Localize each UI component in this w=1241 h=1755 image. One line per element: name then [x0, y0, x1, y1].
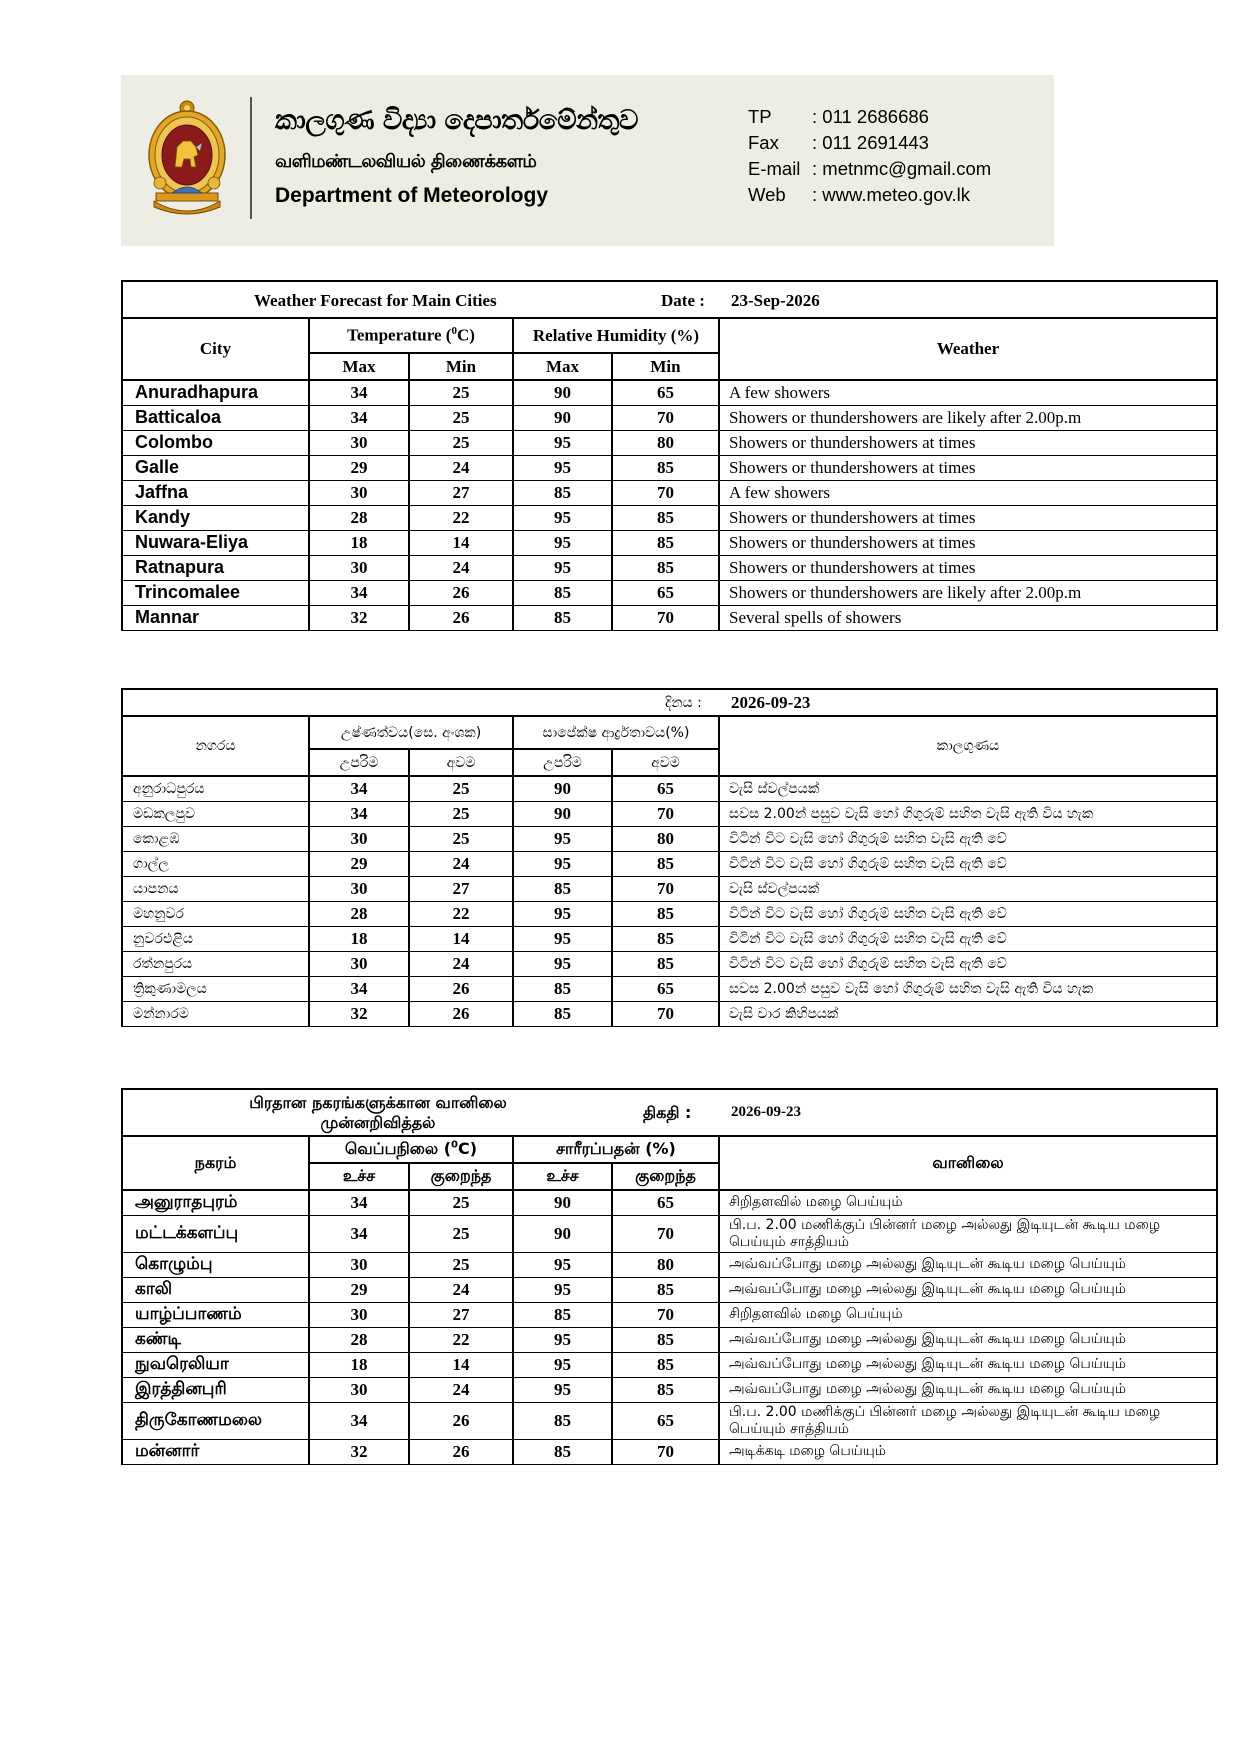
contact-label: TP: [748, 106, 772, 127]
weather-cell: විටින් විට වැසි හෝ ගිගුරුම් සහිත වැසි ඇති වේ: [719, 951, 1217, 976]
tamil-title-line-2: முன்னறிவித்தல்: [320, 1113, 436, 1132]
table-row: [122, 1402, 1217, 1439]
temp-min-cell: 27: [409, 1302, 513, 1327]
table-row: [122, 580, 1217, 605]
temp-min-cell: 24: [409, 851, 513, 876]
humidity-max-cell: 95: [513, 555, 612, 580]
temp-min-cell: 24: [409, 951, 513, 976]
city-cell: மன்னார்: [122, 1439, 309, 1464]
city-cell: Trincomalee: [122, 580, 309, 605]
weather-cell: A few showers: [719, 380, 1217, 405]
weather-cell: විටින් විට වැසි හෝ ගිගුරුම් සහිත වැසි ඇති වේ: [719, 826, 1217, 851]
weather-cell: විටින් විට වැසි හෝ ගිගුරුම් සහිත වැසි ඇති වේ: [719, 926, 1217, 951]
humidity-max-cell: 90: [513, 405, 612, 430]
city-cell: මහනුවර: [122, 901, 309, 926]
humidity-max-cell: 85: [513, 976, 612, 1001]
temperature-label: Temperature (: [347, 325, 452, 345]
weather-cell: Showers or thundershowers at times: [719, 530, 1217, 555]
city-cell: நுவரெலியா: [122, 1352, 309, 1377]
table-row: [122, 555, 1217, 580]
col-header-hum-min: අවම: [612, 749, 719, 776]
english-date-label: Date :: [661, 291, 705, 310]
col-header-hum-max: Max: [513, 353, 612, 380]
city-cell: மட்டக்களப்பு: [122, 1215, 309, 1252]
english-forecast-table: [121, 280, 1218, 631]
col-header-humidity: සාපේක්ෂ ආර්ද්‍රතාවය(%): [513, 716, 719, 749]
temperature-unit: C): [458, 1139, 478, 1158]
temp-min-cell: 26: [409, 1439, 513, 1464]
table-row: [122, 901, 1217, 926]
temp-max-cell: 30: [309, 480, 409, 505]
humidity-max-cell: 85: [513, 1439, 612, 1464]
col-header-temp-max: உச்ச: [309, 1163, 409, 1190]
english-date-value: 23-Sep-2026: [731, 291, 820, 310]
temp-min-cell: 25: [409, 405, 513, 430]
weather-cell: அவ்வப்போது மழை அல்லது இடியுடன் கூடிய மழை பெய்யும்: [719, 1352, 1217, 1377]
weather-cell: Several spells of showers: [719, 605, 1217, 630]
table-row: [122, 480, 1217, 505]
humidity-max-cell: 95: [513, 951, 612, 976]
weather-cell: සවස 2.00න් පසුව වැසි හෝ ගිගුරුම් සහිත වැසි ඇති විය හැක: [719, 801, 1217, 826]
humidity-min-cell: 85: [612, 951, 719, 976]
humidity-min-cell: 65: [612, 380, 719, 405]
humidity-max-cell: 95: [513, 1277, 612, 1302]
table-row: [122, 951, 1217, 976]
col-header-weather: Weather: [719, 318, 1217, 380]
temp-max-cell: 30: [309, 876, 409, 901]
table-row: [122, 776, 1217, 801]
humidity-min-cell: 80: [612, 826, 719, 851]
city-cell: கண்டி: [122, 1327, 309, 1352]
humidity-min-cell: 65: [612, 580, 719, 605]
tamil-table-body: [122, 1190, 1217, 1464]
humidity-max-cell: 95: [513, 826, 612, 851]
humidity-max-cell: 85: [513, 605, 612, 630]
temp-max-cell: 32: [309, 1439, 409, 1464]
temp-min-cell: 27: [409, 876, 513, 901]
weather-cell: சிறிதளவில் மழை பெய்யும்: [719, 1190, 1217, 1215]
temp-min-cell: 25: [409, 826, 513, 851]
tamil-forecast-table: [121, 1088, 1218, 1465]
degree-sup: 0: [451, 325, 457, 338]
temp-max-cell: 34: [309, 380, 409, 405]
col-header-city: நகரம்: [122, 1136, 309, 1190]
humidity-min-cell: 70: [612, 1439, 719, 1464]
temp-min-cell: 22: [409, 1327, 513, 1352]
city-cell: இரத்தினபுரி: [122, 1377, 309, 1402]
humidity-max-cell: 85: [513, 1302, 612, 1327]
table-row: [122, 1302, 1217, 1327]
city-cell: Jaffna: [122, 480, 309, 505]
temp-min-cell: 24: [409, 455, 513, 480]
city-cell: அனுராதபுரம்: [122, 1190, 309, 1215]
city-cell: Kandy: [122, 505, 309, 530]
humidity-min-cell: 85: [612, 1277, 719, 1302]
col-header-humidity: சாரீரப்பதன் (%): [513, 1136, 719, 1163]
humidity-min-cell: 85: [612, 555, 719, 580]
city-cell: මඩකලපුව: [122, 801, 309, 826]
weather-cell: වැසි ස්වල්පයක්: [719, 876, 1217, 901]
humidity-min-cell: 70: [612, 876, 719, 901]
weather-cell: A few showers: [719, 480, 1217, 505]
temp-max-cell: 34: [309, 580, 409, 605]
contact-label: Web: [748, 184, 786, 205]
city-cell: Colombo: [122, 430, 309, 455]
contact-label: E-mail: [748, 158, 801, 179]
humidity-max-cell: 95: [513, 505, 612, 530]
col-header-weather: කාලගුණය: [719, 716, 1217, 776]
humidity-max-cell: 85: [513, 876, 612, 901]
city-cell: අනුරාධපුරය: [122, 776, 309, 801]
table-row: [122, 1327, 1217, 1352]
temp-min-cell: 26: [409, 580, 513, 605]
col-header-weather: வானிலை: [719, 1136, 1217, 1190]
humidity-min-cell: 65: [612, 976, 719, 1001]
temp-min-cell: 22: [409, 505, 513, 530]
weather-cell: Showers or thundershowers at times: [719, 505, 1217, 530]
table-row: [122, 605, 1217, 630]
weather-cell: සවස 2.00න් පසුව වැසි හෝ ගිගුරුම් සහිත වැසි ඇති විය හැක: [719, 976, 1217, 1001]
table-row: [122, 851, 1217, 876]
city-cell: මන්නාරම: [122, 1001, 309, 1026]
contact-value: : 011 2686686: [812, 106, 929, 127]
contact-phone: [748, 104, 991, 130]
temp-max-cell: 29: [309, 851, 409, 876]
tamil-title-row: [122, 1089, 1217, 1136]
org-name-tamil: வளிமண்டலவியல் திணைக்களம்: [275, 151, 537, 172]
table-row: [122, 876, 1217, 901]
tamil-table-title: [183, 1093, 573, 1133]
org-name-sinhala: කාලගුණ විද්‍යා දෙපාර්තමේන්තුව: [275, 105, 638, 136]
weather-cell: அவ்வப்போது மழை அல்லது இடியுடன் கூடிய மழை பெய்யும்: [719, 1277, 1217, 1302]
humidity-min-cell: 85: [612, 1327, 719, 1352]
temp-max-cell: 34: [309, 776, 409, 801]
humidity-max-cell: 95: [513, 1252, 612, 1277]
table-row: [122, 976, 1217, 1001]
tamil-date-label: திகதி :: [643, 1103, 692, 1122]
col-header-temp-max: Max: [309, 353, 409, 380]
weather-cell: Showers or thundershowers at times: [719, 555, 1217, 580]
temp-min-cell: 26: [409, 1001, 513, 1026]
tamil-date-value: 2026-09-23: [731, 1104, 801, 1120]
humidity-min-cell: 70: [612, 605, 719, 630]
temp-min-cell: 25: [409, 1215, 513, 1252]
org-name-english: Department of Meteorology: [275, 184, 549, 207]
contact-web: [748, 182, 991, 208]
humidity-min-cell: 85: [612, 926, 719, 951]
table-row: [122, 1277, 1217, 1302]
table-row: [122, 455, 1217, 480]
humidity-max-cell: 95: [513, 455, 612, 480]
humidity-max-cell: 95: [513, 1327, 612, 1352]
city-cell: Mannar: [122, 605, 309, 630]
temp-max-cell: 30: [309, 951, 409, 976]
temp-min-cell: 25: [409, 380, 513, 405]
temp-max-cell: 18: [309, 926, 409, 951]
humidity-min-cell: 80: [612, 1252, 719, 1277]
table-row: [122, 405, 1217, 430]
temp-min-cell: 14: [409, 1352, 513, 1377]
humidity-max-cell: 85: [513, 480, 612, 505]
temp-max-cell: 32: [309, 605, 409, 630]
humidity-min-cell: 70: [612, 480, 719, 505]
humidity-min-cell: 85: [612, 505, 719, 530]
table-row: [122, 1439, 1217, 1464]
city-cell: Galle: [122, 455, 309, 480]
temp-max-cell: 30: [309, 1377, 409, 1402]
temp-min-cell: 25: [409, 776, 513, 801]
temp-max-cell: 30: [309, 826, 409, 851]
col-header-temperature: [309, 318, 513, 353]
sinhala-forecast-table: [121, 688, 1218, 1027]
contact-fax: [748, 130, 991, 156]
table-row: [122, 1001, 1217, 1026]
humidity-min-cell: 85: [612, 901, 719, 926]
table-row: [122, 1215, 1217, 1252]
temp-max-cell: 30: [309, 430, 409, 455]
contact-label: Fax: [748, 132, 779, 153]
temp-min-cell: 26: [409, 605, 513, 630]
city-cell: கொழும்பு: [122, 1252, 309, 1277]
humidity-max-cell: 95: [513, 430, 612, 455]
humidity-max-cell: 85: [513, 580, 612, 605]
weather-cell: Showers or thundershowers are likely after 2.00p.m: [719, 405, 1217, 430]
contact-value[interactable]: : www.meteo.gov.lk: [812, 184, 970, 205]
humidity-max-cell: 95: [513, 1352, 612, 1377]
weather-cell: Showers or thundershowers are likely after 2.00p.m: [719, 580, 1217, 605]
temp-min-cell: 25: [409, 1190, 513, 1215]
weather-cell: වැසි ස්වල්පයක්: [719, 776, 1217, 801]
contact-value: : 011 2691443: [812, 132, 929, 153]
temp-min-cell: 25: [409, 801, 513, 826]
temp-min-cell: 14: [409, 926, 513, 951]
humidity-max-cell: 90: [513, 380, 612, 405]
humidity-min-cell: 70: [612, 405, 719, 430]
temp-min-cell: 26: [409, 976, 513, 1001]
weather-cell: විටින් විට වැසි හෝ ගිගුරුම් සහිත වැසි ඇති වේ: [719, 851, 1217, 876]
humidity-max-cell: 90: [513, 1215, 612, 1252]
col-header-temp-min: குறைந்த: [409, 1163, 513, 1190]
table-row: [122, 430, 1217, 455]
temp-min-cell: 14: [409, 530, 513, 555]
temp-min-cell: 24: [409, 1277, 513, 1302]
humidity-min-cell: 70: [612, 1215, 719, 1252]
table-row: [122, 1377, 1217, 1402]
temp-min-cell: 22: [409, 901, 513, 926]
col-header-temp-min: Min: [409, 353, 513, 380]
humidity-max-cell: 95: [513, 926, 612, 951]
sinhala-table-body: [122, 776, 1217, 1026]
table-row: [122, 826, 1217, 851]
sinhala-date-value: 2026-09-23: [731, 693, 811, 712]
english-title-row: [122, 281, 1217, 318]
city-cell: Nuwara-Eliya: [122, 530, 309, 555]
humidity-max-cell: 85: [513, 1402, 612, 1439]
humidity-max-cell: 95: [513, 901, 612, 926]
weather-cell: Showers or thundershowers at times: [719, 430, 1217, 455]
temperature-label: வெப்பநிலை (: [344, 1139, 452, 1158]
col-header-hum-max: උපරිම: [513, 749, 612, 776]
col-header-city: නගරය: [122, 716, 309, 776]
sinhala-title-row: [122, 689, 1217, 716]
humidity-max-cell: 85: [513, 1001, 612, 1026]
temp-min-cell: 26: [409, 1402, 513, 1439]
table-row: [122, 505, 1217, 530]
english-table-body: [122, 380, 1217, 630]
temp-min-cell: 24: [409, 555, 513, 580]
city-cell: ගාල්ල: [122, 851, 309, 876]
city-cell: ත්‍රිකුණාමලය: [122, 976, 309, 1001]
humidity-min-cell: 85: [612, 1352, 719, 1377]
col-header-hum-max: உச்ச: [513, 1163, 612, 1190]
city-cell: කොළඹ: [122, 826, 309, 851]
col-header-temp-max: උපරිම: [309, 749, 409, 776]
humidity-max-cell: 90: [513, 1190, 612, 1215]
col-header-hum-min: குறைந்த: [612, 1163, 719, 1190]
weather-cell: වැසි වාර කිහිපයක්: [719, 1001, 1217, 1026]
temp-min-cell: 27: [409, 480, 513, 505]
city-cell: Ratnapura: [122, 555, 309, 580]
english-table-title: Weather Forecast for Main Cities: [254, 291, 497, 310]
contact-email: [748, 156, 991, 182]
humidity-max-cell: 90: [513, 801, 612, 826]
table-row: [122, 1190, 1217, 1215]
humidity-max-cell: 95: [513, 851, 612, 876]
city-cell: Anuradhapura: [122, 380, 309, 405]
temp-max-cell: 28: [309, 901, 409, 926]
temp-max-cell: 34: [309, 405, 409, 430]
contact-info: [748, 104, 991, 208]
temp-max-cell: 34: [309, 1402, 409, 1439]
city-cell: රත්නපුරය: [122, 951, 309, 976]
temp-min-cell: 24: [409, 1377, 513, 1402]
header-divider: [250, 97, 252, 219]
city-cell: யாழ்ப்பாணம்: [122, 1302, 309, 1327]
humidity-min-cell: 65: [612, 1190, 719, 1215]
temp-max-cell: 30: [309, 1252, 409, 1277]
humidity-min-cell: 65: [612, 776, 719, 801]
col-header-hum-min: Min: [612, 353, 719, 380]
temp-max-cell: 30: [309, 555, 409, 580]
temp-max-cell: 34: [309, 801, 409, 826]
humidity-min-cell: 65: [612, 1402, 719, 1439]
col-header-city: City: [122, 318, 309, 380]
temp-min-cell: 25: [409, 430, 513, 455]
temp-max-cell: 29: [309, 455, 409, 480]
humidity-min-cell: 85: [612, 455, 719, 480]
table-row: [122, 530, 1217, 555]
table-row: [122, 926, 1217, 951]
temp-min-cell: 25: [409, 1252, 513, 1277]
sinhala-date-label: දිනය :: [665, 695, 702, 711]
temp-max-cell: 28: [309, 1327, 409, 1352]
humidity-min-cell: 85: [612, 1377, 719, 1402]
temperature-unit: C): [456, 325, 475, 345]
humidity-min-cell: 85: [612, 851, 719, 876]
letterhead-banner: [121, 75, 1054, 246]
temp-max-cell: 34: [309, 1190, 409, 1215]
city-cell: காலி: [122, 1277, 309, 1302]
weather-cell: பி.ப. 2.00 மணிக்குப் பின்னர் மழை அல்லது இடியுடன் கூடிய மழை பெய்யும் சாத்தியம்: [719, 1402, 1217, 1439]
tamil-title-line-1: பிரதான நகரங்களுக்கான வானிலை: [249, 1093, 507, 1112]
temp-max-cell: 28: [309, 505, 409, 530]
weather-cell: විටින් විට වැසි හෝ ගිගුරුම් සහිත වැසි ඇති වේ: [719, 901, 1217, 926]
table-row: [122, 1252, 1217, 1277]
temp-max-cell: 34: [309, 1215, 409, 1252]
col-header-temperature: උෂ්ණත්වය(සෙ. අංශක): [309, 716, 513, 749]
weather-cell: அடிக்கடி மழை பெய்யும்: [719, 1439, 1217, 1464]
temp-max-cell: 34: [309, 976, 409, 1001]
city-cell: නුවරඑළිය: [122, 926, 309, 951]
weather-cell: பி.ப. 2.00 மணிக்குப் பின்னர் மழை அல்லது இடியுடன் கூடிய மழை பெய்யும் சாத்தியம்: [719, 1215, 1217, 1252]
humidity-min-cell: 80: [612, 430, 719, 455]
temp-max-cell: 32: [309, 1001, 409, 1026]
temp-max-cell: 30: [309, 1302, 409, 1327]
temp-max-cell: 29: [309, 1277, 409, 1302]
humidity-max-cell: 95: [513, 530, 612, 555]
temp-max-cell: 18: [309, 530, 409, 555]
city-cell: යාපනය: [122, 876, 309, 901]
temp-max-cell: 18: [309, 1352, 409, 1377]
col-header-temperature: [309, 1136, 513, 1163]
weather-cell: அவ்வப்போது மழை அல்லது இடியுடன் கூடிய மழை பெய்யும்: [719, 1327, 1217, 1352]
city-cell: திருகோணமலை: [122, 1402, 309, 1439]
weather-cell: அவ்வப்போது மழை அல்லது இடியுடன் கூடிய மழை பெய்யும்: [719, 1377, 1217, 1402]
sri-lanka-emblem-icon: [146, 97, 228, 221]
humidity-min-cell: 85: [612, 530, 719, 555]
weather-cell: Showers or thundershowers at times: [719, 455, 1217, 480]
humidity-min-cell: 70: [612, 801, 719, 826]
col-header-temp-min: අවම: [409, 749, 513, 776]
table-row: [122, 801, 1217, 826]
weather-cell: அவ்வப்போது மழை அல்லது இடியுடன் கூடிய மழை பெய்யும்: [719, 1252, 1217, 1277]
table-row: [122, 1352, 1217, 1377]
humidity-max-cell: 95: [513, 1377, 612, 1402]
contact-value[interactable]: : metnmc@gmail.com: [812, 158, 992, 179]
col-header-humidity: Relative Humidity (%): [513, 318, 719, 353]
humidity-min-cell: 70: [612, 1001, 719, 1026]
city-cell: Batticaloa: [122, 405, 309, 430]
degree-sup: 0: [451, 1139, 459, 1151]
humidity-min-cell: 70: [612, 1302, 719, 1327]
weather-cell: சிறிதளவில் மழை பெய்யும்: [719, 1302, 1217, 1327]
humidity-max-cell: 90: [513, 776, 612, 801]
table-row: [122, 380, 1217, 405]
